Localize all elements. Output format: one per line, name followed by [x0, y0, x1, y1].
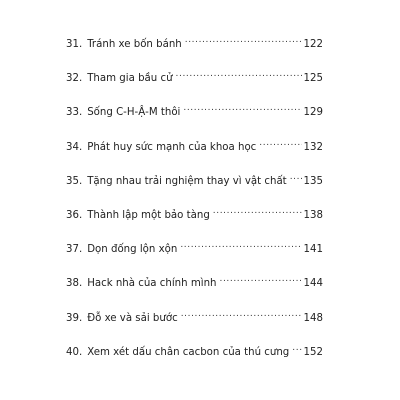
entry-page-number: 152: [303, 346, 323, 358]
dot-leader: [259, 140, 301, 150]
toc-entry[interactable]: [66, 172, 323, 206]
entry-number: 36.: [66, 209, 83, 221]
entry-number: 32.: [66, 73, 83, 85]
entry-number: 31.: [66, 39, 83, 50]
entry-page-number: 141: [303, 244, 323, 256]
entry-page-number: 122: [303, 39, 323, 50]
toc-entry[interactable]: [66, 274, 323, 308]
toc-entry[interactable]: [66, 343, 323, 377]
table-of-contents: [66, 35, 323, 377]
toc-entry[interactable]: [66, 206, 323, 240]
toc-entry[interactable]: [66, 69, 323, 103]
dot-leader: [176, 71, 302, 81]
dot-leader: [180, 242, 301, 252]
entry-title: Tặng nhau trải nghiệm thay vì vật chất: [87, 175, 287, 187]
entry-title: Phát huy sức mạnh của khoa học: [87, 141, 257, 153]
entry-page-number: 129: [303, 107, 323, 119]
entry-title: Thành lập một bảo tàng: [87, 209, 210, 221]
dot-leader: [220, 276, 302, 286]
entry-title: Tham gia bầu cử: [87, 73, 173, 85]
entry-page-number: 144: [303, 278, 323, 290]
entry-number: 33.: [66, 107, 83, 119]
entry-title: Đỗ xe và sải bước: [87, 312, 178, 324]
entry-page-number: 125: [303, 73, 323, 85]
dot-leader: [183, 105, 301, 115]
entry-title: Tránh xe bốn bánh: [87, 39, 182, 50]
entry-number: 40.: [66, 346, 83, 358]
entry-number: 38.: [66, 278, 83, 290]
entry-title: Sống C-H-Ậ-M thôi: [87, 107, 181, 119]
entry-page-number: 148: [303, 312, 323, 324]
dot-leader: [213, 208, 302, 218]
entry-number: 35.: [66, 175, 83, 187]
entry-title: Xem xét dấu chân cacbon của thú cưng: [87, 346, 290, 358]
entry-page-number: 135: [303, 175, 323, 187]
dot-leader: [290, 174, 302, 184]
entry-number: 37.: [66, 244, 83, 256]
entry-page-number: 138: [303, 209, 323, 221]
toc-entry[interactable]: [66, 309, 323, 343]
entry-page-number: 132: [303, 141, 323, 153]
entry-title: Hack nhà của chính mình: [87, 278, 217, 290]
dot-leader: [185, 37, 302, 47]
entry-title: Dọn đống lộn xộn: [87, 244, 178, 256]
dot-leader: [292, 345, 301, 355]
entry-number: 34.: [66, 141, 83, 153]
toc-entry[interactable]: [66, 138, 323, 172]
toc-entry[interactable]: [66, 103, 323, 137]
toc-entry[interactable]: [66, 35, 323, 69]
entry-number: 39.: [66, 312, 83, 324]
toc-entry[interactable]: [66, 240, 323, 274]
dot-leader: [181, 311, 302, 321]
